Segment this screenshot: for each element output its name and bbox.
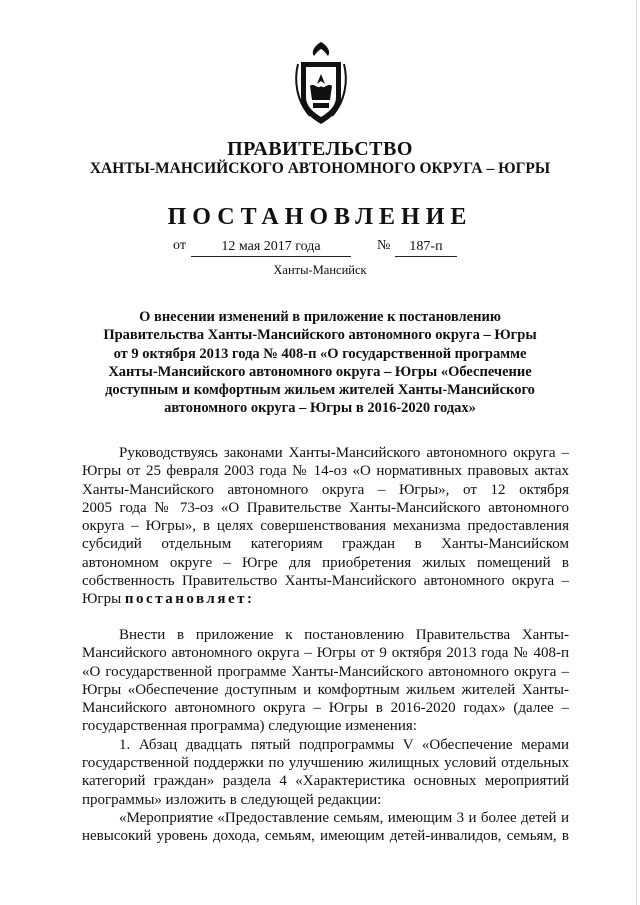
decree-subject bbox=[80, 308, 560, 418]
text-line: Югры «Обеспечение доступным и комфортным жильем жителей Ханты- bbox=[82, 681, 569, 698]
subject-line: Правительства Ханты-Мансийского автономного округа – Югры bbox=[103, 327, 537, 344]
region-title: ХАНТЫ-МАНСИЙСКОГО АВТОНОМНОГО ОКРУГА – ЮГРЫ bbox=[89, 160, 551, 177]
text-line: Югры от 25 февраля 2003 года № 14-оз «О нормативных правовых актах bbox=[82, 463, 569, 480]
amendments-paragraph bbox=[82, 626, 569, 846]
text-line: 2005 года № 73-оз «О Правительстве Ханты-Мансийского автономного bbox=[82, 499, 569, 516]
text-line: государственная программа) следующие изменения: bbox=[82, 718, 417, 735]
preamble-paragraph bbox=[82, 444, 569, 609]
text-line: субсидий отдельным категориям граждан в Ханты-Мансийском bbox=[82, 536, 569, 553]
document-type: ПОСТАНОВЛЕНИЕ bbox=[167, 204, 473, 230]
coat-of-arms-icon bbox=[292, 40, 350, 126]
text-line: Ханты-Мансийского автономного округа – Югры», от 12 октября bbox=[82, 481, 569, 498]
decree-number: 187-п bbox=[395, 238, 457, 257]
text-line: округа – Югры», в целях совершенствования механизма предоставления bbox=[82, 518, 569, 535]
text-line: Руководствуясь законами Ханты-Мансийского автономного округа – bbox=[119, 445, 569, 461]
text-line: Внести в приложение к постановлению Правительства Ханты- bbox=[119, 627, 569, 643]
text-line: Мансийского автономного округа – Югры от 9 октября 2013 года № 408-п bbox=[82, 645, 569, 662]
text-line: собственность Правительство Ханты-Мансийского автономного округа – bbox=[82, 573, 569, 590]
text-line: государственной поддержки по улучшению жилищных условий отдельных bbox=[82, 755, 569, 772]
text-line: «О государственной программе Ханты-Мансийского автономного округа – bbox=[82, 663, 569, 680]
scan-edge-line bbox=[636, 0, 637, 905]
subject-line: О внесении изменений в приложение к постановлению bbox=[139, 309, 501, 325]
subject-line: Ханты-Мансийского автономного округа – Югры «Обеспечение bbox=[108, 363, 532, 380]
subject-line: от 9 октября 2013 года № 408-п «О государственной программе bbox=[113, 345, 527, 362]
decree-date: 12 мая 2017 года bbox=[191, 238, 351, 257]
government-title: ПРАВИТЕЛЬСТВО bbox=[227, 138, 413, 160]
text-line: автономном округе – Югре для приобретения жилых помещений в bbox=[82, 554, 569, 571]
date-number-line bbox=[173, 238, 473, 258]
text-line: категорий граждан» раздела 4 «Характеристика основных мероприятий bbox=[82, 773, 569, 790]
resolves-word: постановляет: bbox=[124, 591, 255, 608]
subject-line: автономного округа – Югры в 2016-2020 годах» bbox=[164, 400, 476, 417]
text-line: 1. Абзац двадцать пятый подпрограммы V «Обеспечение мерами bbox=[119, 736, 569, 753]
text-line bbox=[82, 590, 569, 608]
issue-city: Ханты-Мансийск bbox=[273, 263, 367, 277]
text-fragment: Югры bbox=[82, 591, 122, 608]
text-line: «Мероприятие «Предоставление семьям, имеющим 3 и более детей и bbox=[119, 809, 569, 826]
text-line: невысокий уровень дохода, семьям, имеющим детей-инвалидов, семьям, в bbox=[82, 828, 569, 845]
text-line: Мансийского автономного округа – Югры в 2016-2020 годах» (далее – bbox=[82, 700, 569, 717]
from-label: от bbox=[173, 238, 186, 253]
number-label: № bbox=[377, 238, 391, 253]
text-line: программы» изложить в следующей редакции: bbox=[82, 791, 382, 808]
subject-line: доступным и комфортным жильем жителей Ханты-Мансийского bbox=[105, 382, 535, 399]
